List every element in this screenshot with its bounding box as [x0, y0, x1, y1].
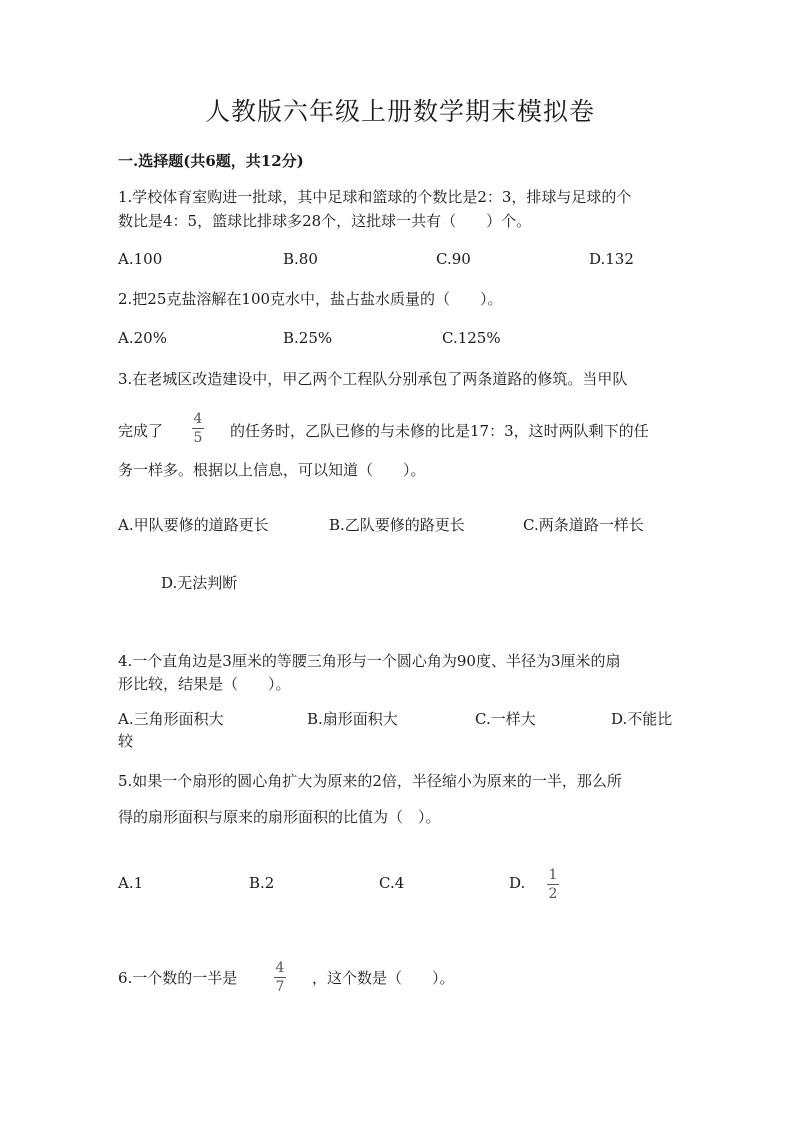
page-title: 人教版六年级上册数学期末模拟卷: [204, 97, 595, 126]
question-3-option-d: D.无法判断: [161, 574, 238, 592]
question-2-line-1: 2.把25克盐溶解在100克水中，盐占盐水质量的（ ）。: [118, 290, 503, 308]
question-3-line-1: 3.在老城区改造建设中，甲乙两个工程队分别承包了两条道路的修筑。当甲队: [118, 370, 628, 388]
question-5-option-d: D.: [509, 874, 526, 892]
question-2-option-b: B.25%: [283, 329, 333, 347]
fraction-numerator: 4: [193, 411, 203, 427]
fraction-denominator: 7: [275, 979, 285, 995]
question-5-option-c: C.4: [379, 874, 405, 892]
question-4-option-a: A.三角形面积大: [118, 710, 224, 728]
question-3-option-c: C.两条道路一样长: [523, 516, 644, 534]
fraction-numerator: 4: [275, 960, 285, 976]
question-3-fraction: [192, 412, 204, 445]
question-2-option-a: A.20%: [118, 329, 167, 347]
question-4-option-c: C.一样大: [475, 710, 536, 728]
question-5-line-1: 5.如果一个扇形的圆心角扩大为原来的2倍，半径缩小为原来的一半，那么所: [118, 772, 622, 790]
question-5-line-2: 得的扇形面积与原来的扇形面积的比值为（ ）。: [118, 808, 441, 826]
question-4-option-b: B.扇形面积大: [307, 710, 398, 728]
question-4-option-d: D.不能比: [611, 710, 673, 728]
question-5-option-d-fraction: [547, 868, 559, 901]
question-4-line-2: 形比较，结果是（ ）。: [118, 675, 291, 693]
question-4-option-d-wrap: 较: [118, 732, 134, 750]
fraction-denominator: 2: [548, 886, 558, 902]
question-1-option-d: D.132: [589, 250, 634, 268]
question-3-option-a: A.甲队要修的道路更长: [118, 516, 269, 534]
question-6-end: ，这个数是（ ）。: [312, 969, 455, 987]
question-1-option-a: A.100: [118, 250, 163, 268]
question-5-option-b: B.2: [249, 874, 275, 892]
section-heading: 一.选择题(共6题，共12分): [118, 152, 304, 170]
fraction-denominator: 5: [193, 430, 203, 446]
question-4-line-1: 4.一个直角边是3厘米的等腰三角形与一个圆心角为90度、半径为3厘米的扇: [118, 652, 621, 670]
question-6-fraction: [274, 961, 286, 994]
question-1-option-b: B.80: [283, 250, 318, 268]
question-3-option-b: B.乙队要修的路更长: [329, 516, 465, 534]
question-1-line-1: 1.学校体育室购进一批球，其中足球和篮球的个数比是2：3，排球与足球的个: [118, 188, 632, 206]
question-2-option-c: C.125%: [442, 329, 501, 347]
question-1-line-2: 数比是4：5，篮球比排球多28个，这批球一共有（ ）个。: [118, 212, 532, 230]
fraction-numerator: 1: [548, 867, 558, 883]
question-5-option-a: A.1: [118, 874, 144, 892]
question-3-line-3: 务一样多。根据以上信息，可以知道（ ）。: [118, 461, 426, 479]
question-3-line-2-end: 的任务时，乙队已修的与未修的比是17：3，这时两队剩下的任: [230, 422, 649, 440]
question-6-start: 6.一个数的一半是: [118, 969, 238, 987]
question-3-line-2-start: 完成了: [118, 422, 164, 440]
question-1-option-c: C.90: [436, 250, 471, 268]
